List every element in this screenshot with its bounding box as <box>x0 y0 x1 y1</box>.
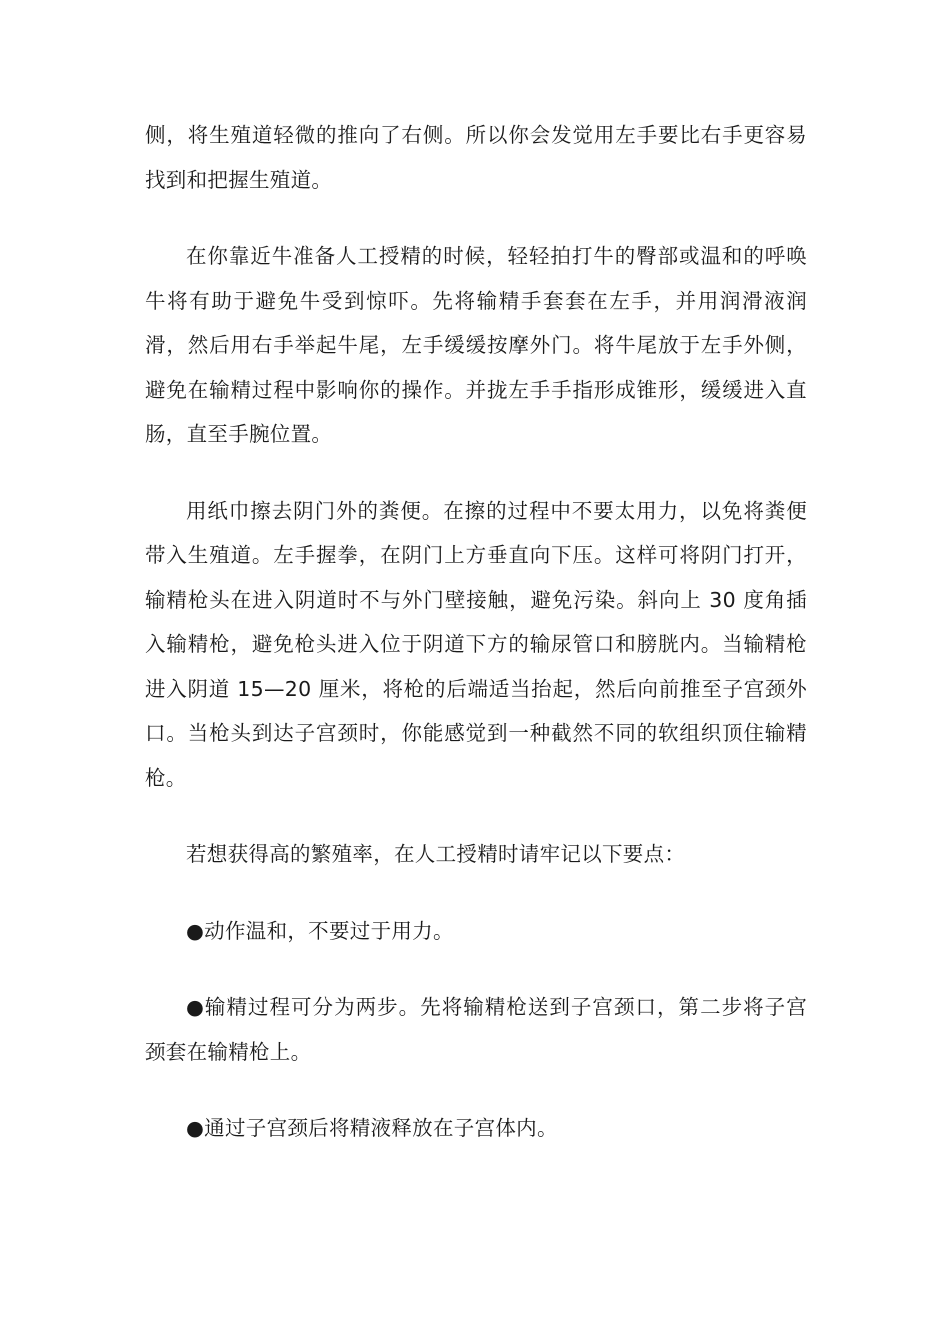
document-body <box>145 113 807 1151</box>
paragraph-key-points-intro: 若想获得高的繁殖率，在人工授精时请牢记以下要点： <box>186 842 686 866</box>
paragraph-continuation: 侧，将生殖道轻微的推向了右侧。所以你会发觉用左手要比右手更容易找到和把握生殖道。 <box>145 123 807 192</box>
bullet-item-two-steps: ●输精过程可分为两步。先将输精枪送到子宫颈口，第二步将子宫颈套在输精枪上。 <box>145 995 807 1064</box>
bullet-item-gentle-action: ●动作温和，不要过于用力。 <box>186 918 454 943</box>
paragraph-approach-and-preparation: 在你靠近牛准备人工授精的时候，轻轻拍打牛的臀部或温和的呼唤牛将有助于避免牛受到惊吓。先将输精手套套在左手，并用润滑液润滑，然后用右手举起牛尾，左手缓缓按摩外门。将牛尾放于左手外侧，避免在输精过程中影响你的操作。并拢左手手指形成锥形，缓缓进入直肠，直至手腕位置。 <box>145 244 807 446</box>
paragraph-insertion-procedure: 用纸巾擦去阴门外的粪便。在擦的过程中不要太用力，以免将粪便带入生殖道。左手握拳，在阴门上方垂直向下压。这样可将阴门打开，输精枪头在进入阴道时不与外门壁接触，避免污染。斜向上 30 度角插入输精枪，避免枪头进入位于阴道下方的输尿管口和膀胱内。当输精枪进入阴道 15—20 厘米，将枪的后端适当抬起，然后向前推至子宫颈外口。当枪头到达子宫颈时，你能感觉到一种截然不同的软组织顶住输精枪。 <box>145 498 807 790</box>
bullet-item-release-semen: ●通过子宫颈后将精液释放在子宫体内。 <box>186 1116 558 1140</box>
